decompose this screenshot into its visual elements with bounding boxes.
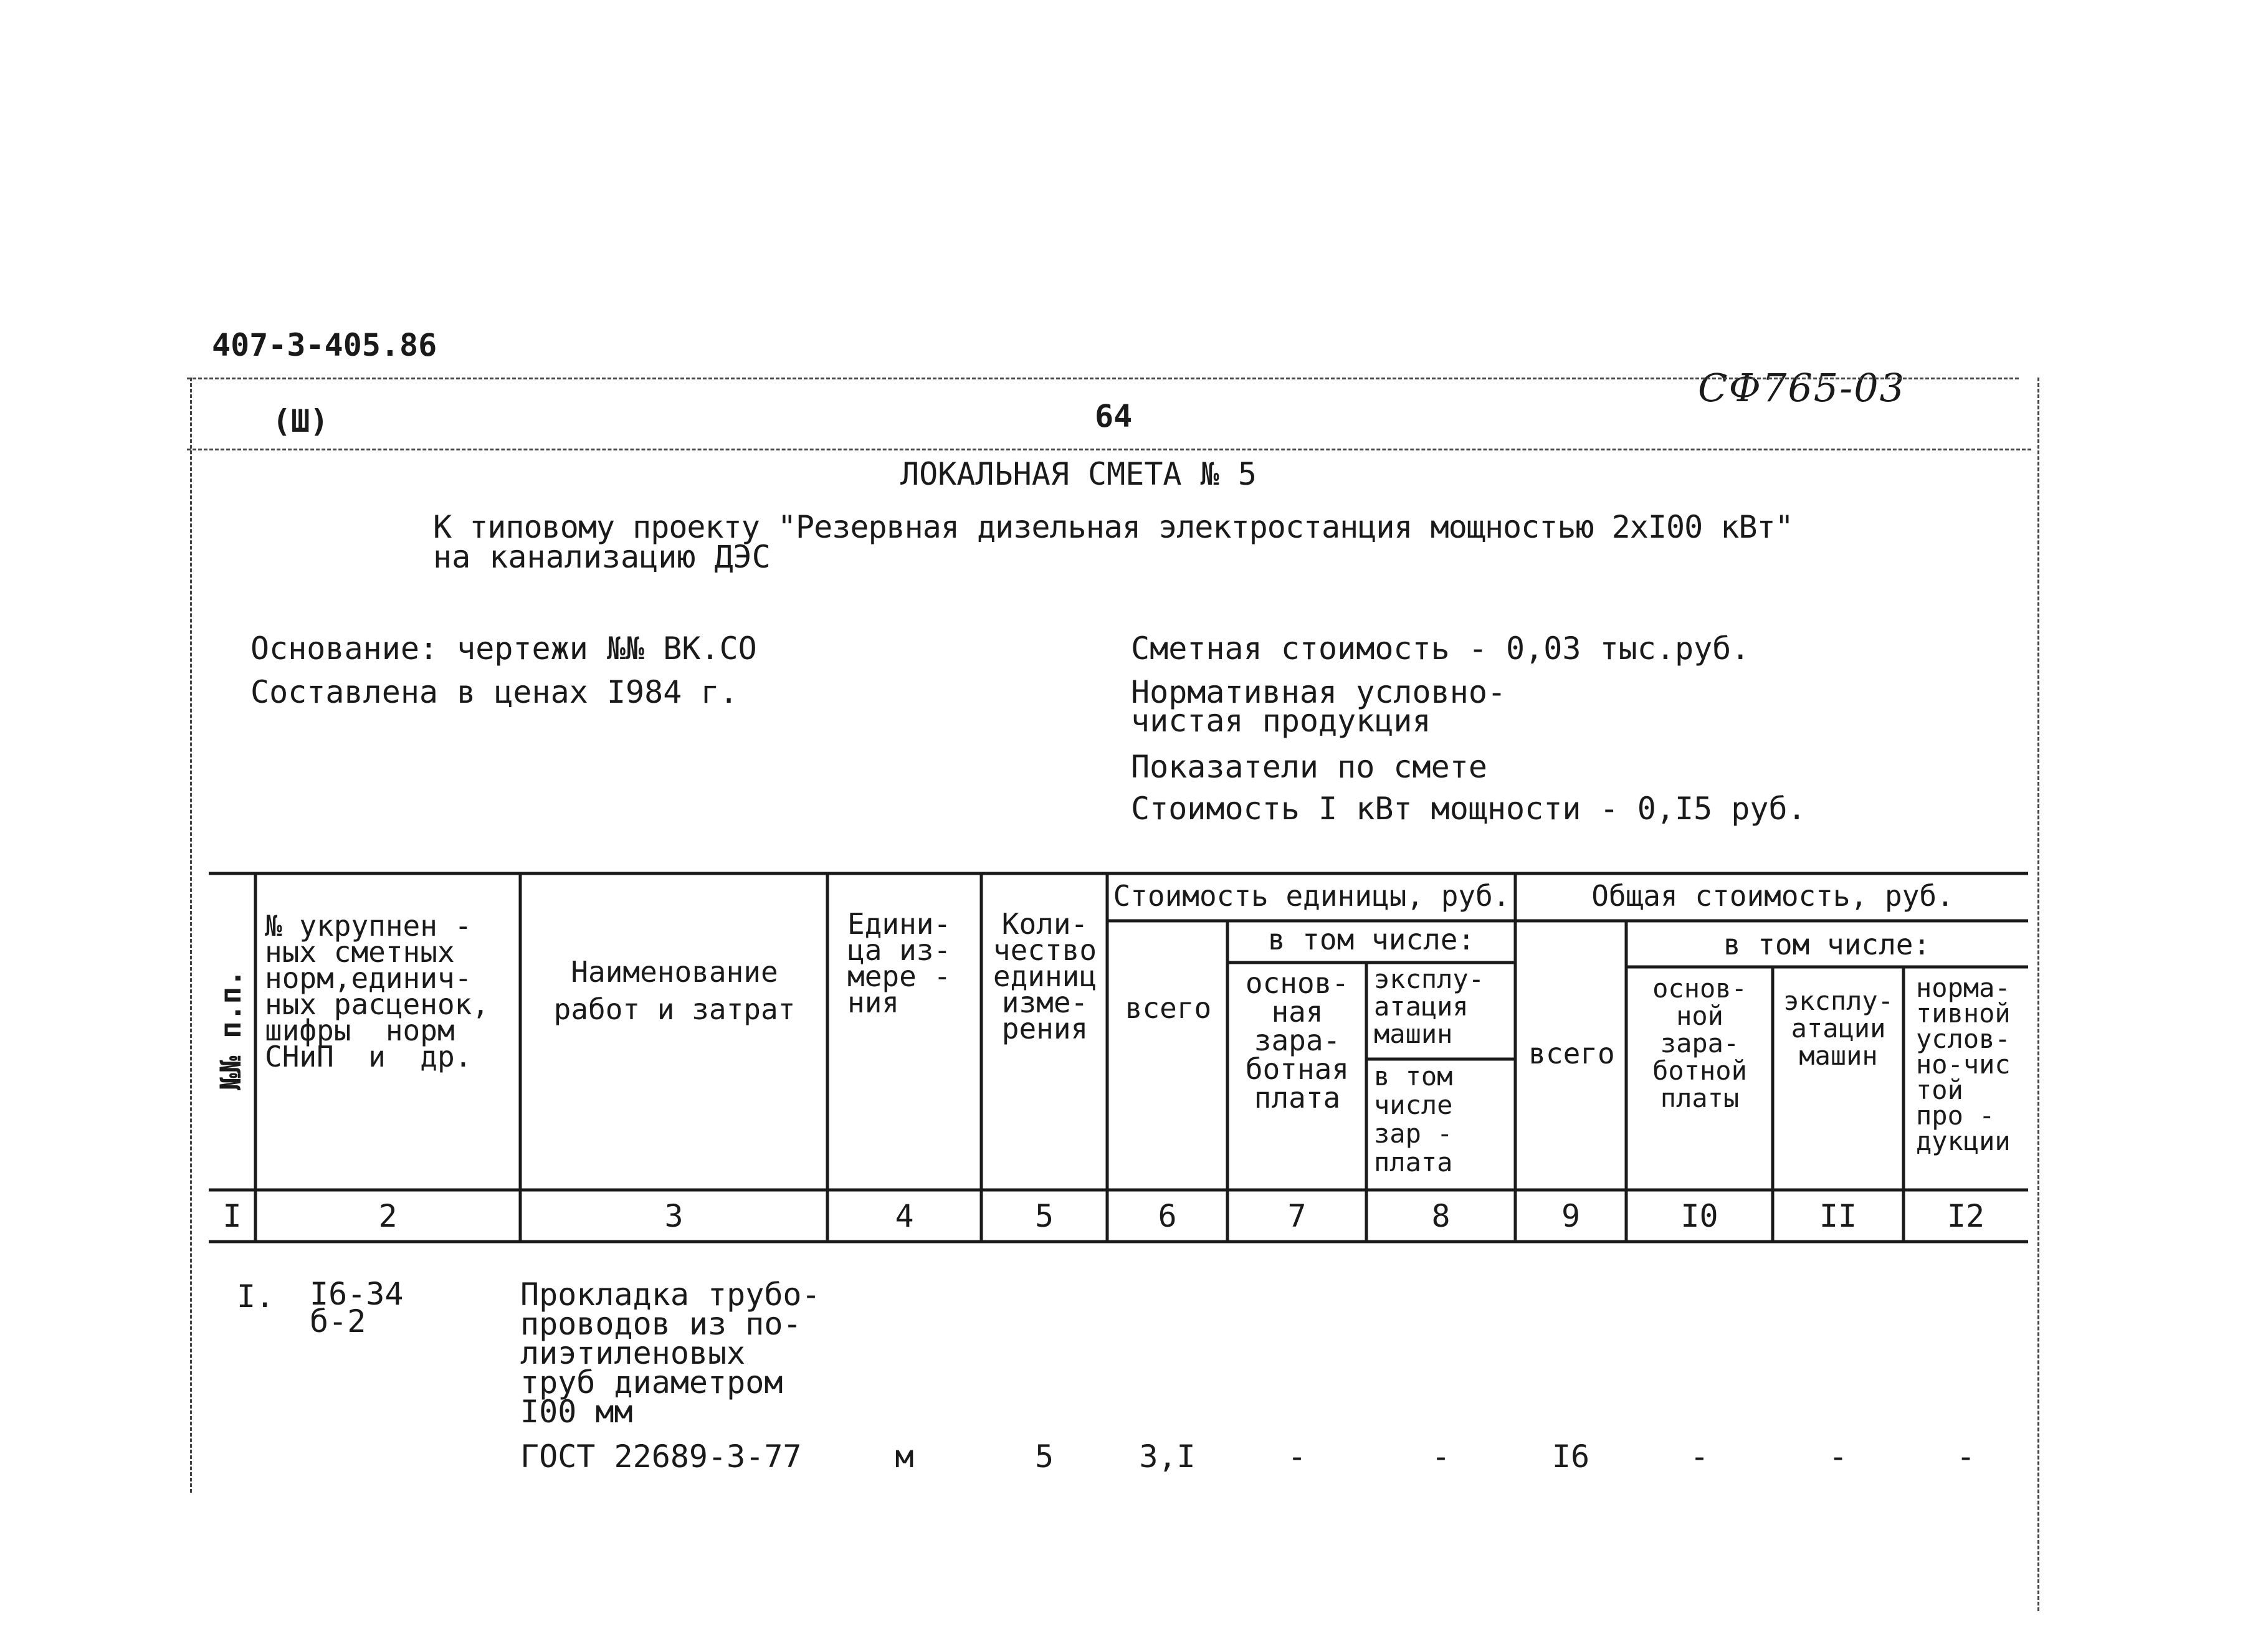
prices-text: Составлена в ценах I984 г. [250,674,738,710]
estimated-cost: Сметная стоимость - 0,03 тыс.руб. [1131,630,1750,667]
handwritten-code: СФ765-03 [1698,365,1906,411]
header-row-number: №№ п.п. [214,969,247,1090]
column-number: I2 [1946,1198,1985,1234]
row-unit: м [895,1439,914,1475]
header-unit-including: в том числе: [1267,923,1475,956]
header-norm-code: № укрупнен - ных сметных норм,единич- ных расценок, шифры норм СНиП и др. [265,909,490,1073]
cost-per-kw: Стоимость I кВт мощности - 0,I5 руб. [1131,791,1806,827]
basis-text: Основание: чертежи №№ ВК.СО [250,630,757,667]
row-quantity: 5 [1034,1439,1054,1475]
header-unit-machines-wage: в том числе зар - плата [1374,1061,1453,1177]
header-total-wage: основ- ной зара- ботной платы [1652,973,1747,1113]
header-unit-total: всего [1125,991,1212,1025]
header-total-including: в том числе: [1723,928,1931,961]
estimate-title: ЛОКАЛЬНАЯ СМЕТА № 5 [900,456,1257,492]
column-number: 3 [664,1198,684,1234]
column-number: II [1819,1198,1857,1234]
subtitle-line-1: К типовому проекту "Резервная дизельная электростанция мощностью 2хI00 кВт" [433,509,1793,545]
header-total: всего [1528,1037,1615,1070]
column-number: 2 [378,1198,398,1234]
column-number: I [222,1198,242,1234]
document-code: 407-3-405.86 [212,327,437,363]
header-unit-machines: эксплу- атация машин [1374,964,1485,1049]
column-number: I0 [1680,1198,1718,1234]
column-number: 5 [1034,1198,1054,1234]
row-number: I. [237,1278,275,1315]
header-unit-wage: основ- ная зара- ботная плата [1245,966,1350,1115]
column-number: 6 [1158,1198,1177,1234]
normative-product: Нормативная условно- чистая продукция [1131,674,1507,739]
subtitle-line-2: на канализацию ДЭС [433,539,771,575]
row-unit-machines: - [1431,1439,1451,1475]
header-unit: Едини- ца из- мере - ния [847,907,951,1019]
column-number: 8 [1431,1198,1451,1234]
row-work-name: Прокладка трубо- проводов из по- лиэтиленовых труб диаметром I00 мм [520,1277,821,1430]
indicators-label: Показатели по смете [1131,749,1487,785]
row-standard: ГОСТ 22689-3-77 [520,1439,802,1475]
row-total-wage: - [1690,1439,1709,1475]
row-total-machines: - [1828,1439,1848,1475]
page-number: 64 [1095,398,1133,434]
header-quantity: Коли- чество единиц изме- рения [993,907,1097,1045]
row-total-normative: - [1956,1439,1976,1475]
row-total: I6 [1551,1439,1590,1475]
section-mark: (Ш) [272,403,329,439]
header-unit-cost-group: Стоимость единицы, руб. [1113,879,1510,913]
header-work-name: Наименование работ и затрат [553,955,796,1026]
row-unit-total: 3,I [1139,1439,1196,1475]
column-number: 7 [1287,1198,1307,1234]
column-number: 4 [895,1198,914,1234]
column-number: 9 [1561,1198,1581,1234]
header-total-normative: норма- тивной услов- но-чис той про - дукции [1916,973,2011,1156]
row-unit-wage: - [1287,1439,1307,1475]
header-total-machines: эксплу- атации машин [1783,986,1894,1071]
row-norm-code: I6-34 б-2 [310,1276,404,1339]
header-total-cost-group: Общая стоимость, руб. [1591,879,1954,913]
